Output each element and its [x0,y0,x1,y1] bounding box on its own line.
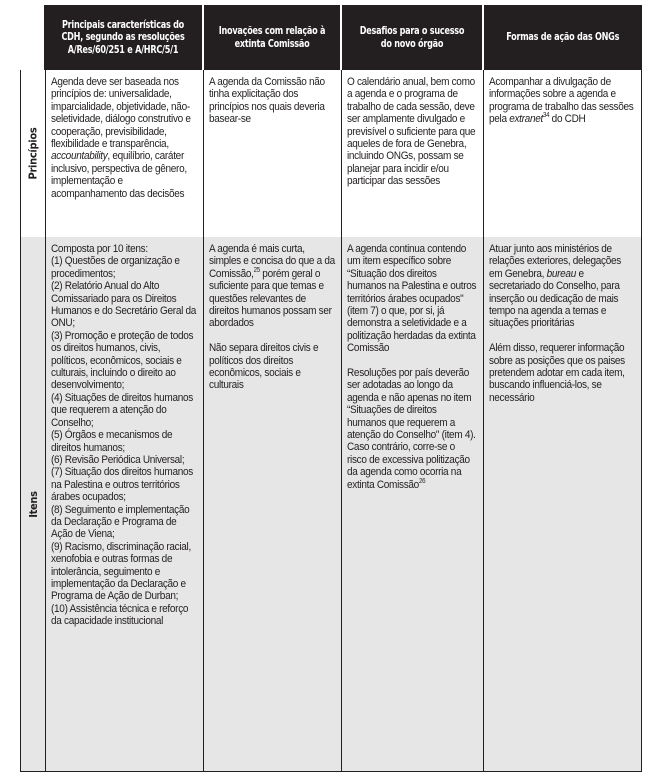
cell-paragraph: Além disso, requerer informação sobre as posições que os paises pretendem adotar em cada item, buscando influenciá-los, se necessário [489,342,625,404]
cell-paragraph: A agenda continua contendo um item específico sobre “Situação dos direitos humanos na Palestina e outros territórios árabes ocupados" (item 7) o que, por si, já demonstra a seletividade e a politização herdadas da extinta Comissão [347,243,477,355]
cell-text: Agenda deve ser baseada nos princípios de: universalidade, imparcialidade, objetividade, não-seletividade, diálogo construtivo e cooperação, previsibilidade, flexibilidade e transparência, [51,76,191,151]
cell-text: do CDH [549,113,586,126]
cell-paragraph [209,243,335,330]
table-cell [203,70,340,130]
table-row-principios [20,70,642,237]
row-label-cell [21,70,45,237]
row-label: Itens [26,490,40,518]
header-label: Inovações com relação à extinta Comissão [218,25,326,50]
cell-text: e secretariado do Conselho, para inserção ou dedicação de mais tempo na agenda a temas e situações prioritárias [489,267,620,330]
list-item: (10) Assistência técnica e reforço da capacidade institucional [51,602,189,628]
cell-text-italic: extranet [509,113,543,126]
list-item: (7) Situação dos direitos humanos na Palestina e outros territórios árabes ocupados; [51,466,193,504]
cell-text: O calendário anual, bem como a agenda e o programa de trabalho de cada sessão, deve ser amplamente divulgado e previsível o suficiente para que aqueles de fora de Genebra, incluindo ONGs, possam se planejar para incidir e/ou participar das sessões [347,76,476,188]
footnote-marker: 34 [542,112,550,120]
table-cell [203,237,340,396]
table-cell [483,237,641,408]
list-item: (3) Promoção e proteção de todos os direitos humanos, civis, políticos, econômicos, sociais e culturais, incluindo o direito ao desenvolvimento; [51,329,194,392]
header-label: Formas de ação das ONGs [506,31,620,44]
cell-text: A agenda é mais curta, simples e concisa do que a da Comissão, [209,243,335,280]
row-label-cell [21,237,45,771]
row-label: Princípios [26,127,40,180]
header-label: Principais características do CDH, segundo as resoluções A/Res/60/251 e A/HRC/5/1 [61,18,185,56]
cell-text: Resoluções por país deverão ser adotadas ao longo da agenda e não apenas no item “Situações de direitos humanos que requerem a atenção do Conselho" (item 4). Caso contrário, corre-se o risco de excessiva politização da agenda como ocorria na extinta Comissão [347,367,476,491]
table-cell [341,70,482,192]
cell-text-italic: accountability [51,150,108,163]
cell-text: porém geral o suficiente para que temas e questões relevantes de direitos humanos possam ser abordados [209,267,332,330]
list-item: Composta por 10 itens: [51,243,148,255]
header-cell-characteristics [44,5,202,70]
cell-text: , equilíbrio, caráter inclusivo, perspectiva de gênero, implementação e acompanhamento das decisões [51,150,187,200]
cell-text-italic: bureau [546,267,576,280]
header-cell-innovations [204,5,340,70]
header-label: Desafios para o sucesso do novo órgão [359,25,465,50]
list-item: (1) Questões de organização e procedimentos; [51,255,180,280]
cell-text: Atuar junto aos ministérios de relações exteriores, delegações em Genebra, [489,243,621,280]
list-item: (9) Racismo, discriminação racial, xenofobia e outras formas de intolerância, seguimento e implementação da Declaração e Programa de Ação de Durban; [51,540,191,603]
table-cell [45,237,202,632]
table-cell [483,70,641,130]
header-cell-challenges [342,5,482,70]
list-item: (2) Relatório Anual do Alto Comissariado para os Direitos Humanos e do Secretário Geral da ONU; [51,280,197,330]
footnote-marker: 25 [253,266,260,274]
cell-paragraph [489,243,636,330]
table-cell [45,70,202,204]
table-cell [341,237,482,495]
list-item: (5) Órgãos e mecanismos de direitos humanos; [51,429,173,454]
cell-text: A agenda da Comissão não tinha explicitação dos princípios nos quais deveria basear-se [209,76,325,126]
list-item: (4) Situações de direitos humanos que requerem a atenção do Conselho; [51,391,193,429]
header-cell-ngo-actions [484,5,642,70]
list-item: (6) Revisão Periódica Universal; [51,453,185,466]
cell-text: Acompanhar a divulgação de informações sobre a agenda e programa de trabalho das sessões pela [489,76,634,126]
cell-paragraph [347,367,477,491]
footnote-marker: 26 [418,477,426,485]
cell-paragraph: Não separa direitos civis e políticos dos direitos econômicos, sociais e culturais [209,342,319,392]
table-row-itens [20,237,642,772]
list-item: (8) Seguimento e implementação da Declaração e Programa de Ação de Viena; [51,503,190,541]
